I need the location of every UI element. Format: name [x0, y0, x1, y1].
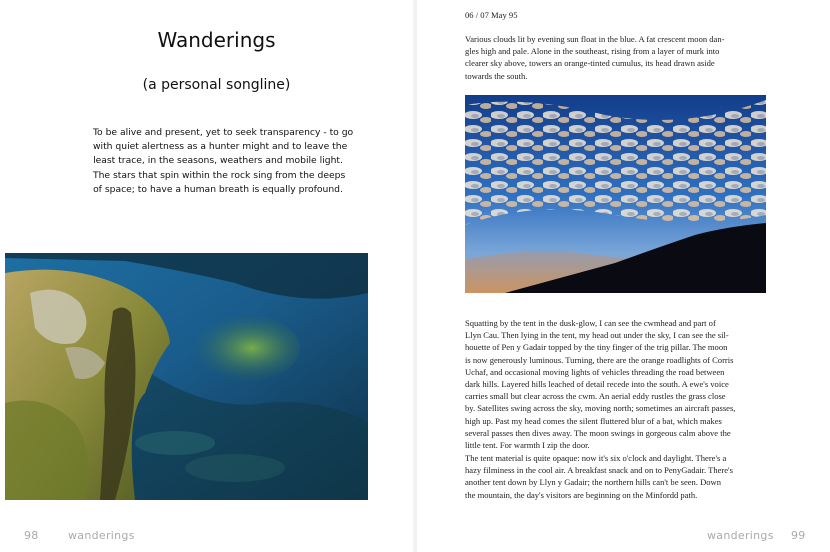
- entry-date: 06 / 07 May 95: [465, 10, 518, 20]
- text-line: dark hills. Layered hills leached of detail recede into the south. A ewe's voice: [465, 379, 729, 390]
- text-line: carries small but clear across the cwm. An aerial eddy rustles the grass close: [465, 391, 726, 402]
- text-line: by. Satellites swing across the sky, moving north; sometimes an aircraft passes,: [465, 403, 736, 414]
- text-line: several passes then dives away. The moon swings in gorgeous calm above the: [465, 427, 731, 438]
- text-line: Uchaf, and occasional moving lights of vehicles threading the road between: [465, 366, 725, 377]
- text-line: high up. Past my head comes the silent fluttered blur of a bat, which makes: [465, 415, 722, 426]
- book-subtitle: (a personal songline): [142, 77, 291, 93]
- book-title: Wanderings: [157, 28, 276, 52]
- running-head-left: wanderings: [68, 529, 135, 542]
- text-line: Squatting by the tent in the dusk-glow, I can see the cwmhead and part of: [465, 318, 716, 328]
- intro-line: least trace, in the seasons, weathers and mobile light.: [93, 155, 343, 167]
- lake-shadow-photo: [5, 253, 368, 500]
- page-number-right: 99: [791, 529, 806, 542]
- text-line: is now generously luminous. Turning, there are the orange roadlights of Corris: [465, 354, 734, 365]
- text-line: the mountain, the day's visitors are beginning on the Minfordd path.: [465, 489, 698, 500]
- paragraph-2: [465, 317, 770, 451]
- evening-clouds-photo: [465, 95, 766, 293]
- intro-line: The stars that spin within the rock sing from the deeps: [93, 169, 346, 181]
- text-line: hazy filminess in the cool air. A breakfast snack and on to PenyGadair. There's: [465, 465, 733, 476]
- paragraph-3: [465, 452, 770, 501]
- text-line: Llyn Cau. Then lying in the tent, my head out under the sky, I can see the sil-: [465, 330, 729, 341]
- text-line: The tent material is quite opaque: now it's six o'clock and daylight. There's a: [465, 453, 727, 463]
- page-number-left: 98: [24, 529, 39, 542]
- text-line: another tent down by Llyn y Gadair; the northern hills can't be seen. Down: [465, 477, 721, 488]
- text-line: Various clouds lit by evening sun float in the blue. A fat crescent moon dan-: [465, 34, 725, 44]
- intro-paragraph: [93, 126, 354, 197]
- intro-line: of space; to have a human breath is equally profound.: [93, 183, 343, 195]
- text-line: towards the south.: [465, 70, 528, 81]
- text-line: little tent. For warmth I zip the door.: [465, 440, 590, 451]
- paragraph-1: [465, 33, 770, 82]
- text-line: clearer sky above, towers an orange-tinted cumulus, its head drawn aside: [465, 58, 715, 69]
- text-line: gles high and pale. Alone in the southeast, rising from a layer of murk into: [465, 46, 720, 57]
- intro-line: To be alive and present, yet to seek transparency - to go: [93, 127, 354, 138]
- intro-line: with quiet alertness as a hunter might and to leave the: [93, 141, 348, 153]
- text-line: houette of Pen y Gadair topped by the tiny finger of the trig pillar. The moon: [465, 342, 728, 353]
- running-head-right: wanderings: [707, 529, 774, 542]
